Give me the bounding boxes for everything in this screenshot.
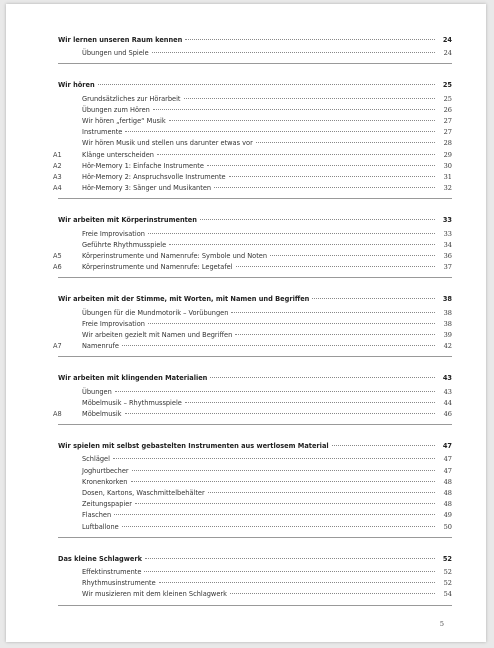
- toc-section-page: 25: [442, 81, 452, 90]
- section-divider: [58, 424, 452, 425]
- toc-entry: [58, 49, 452, 58]
- toc-item-title: Körperinstrumente und Namenrufe: Legetafel: [82, 263, 233, 272]
- toc-item-title: Wir hören „fertige“ Musik: [82, 117, 166, 125]
- toc-section-title: Wir spielen mit selbst gebastelten Instrumenten aus wertlosem Material: [58, 442, 329, 451]
- dot-leader: [169, 120, 435, 121]
- toc-section-page: 38: [442, 295, 452, 304]
- toc-item-page: 34: [443, 240, 452, 249]
- toc-section-page: 52: [442, 554, 452, 563]
- toc-item-title: Zeitungspapier: [82, 500, 132, 509]
- toc-section-heading: [58, 555, 452, 564]
- toc-entry: [58, 128, 452, 137]
- toc-item-title: Rhythmusinstrumente: [82, 579, 156, 588]
- dot-leader: [114, 514, 435, 515]
- toc-section-heading: [58, 295, 452, 304]
- dot-leader: [148, 233, 435, 234]
- toc-item-page: 48: [443, 477, 452, 486]
- dot-leader: [153, 109, 435, 110]
- toc-item-title: Wir arbeiten gezielt mit Namen und Begriffen: [82, 331, 233, 339]
- toc-entry: [58, 579, 452, 588]
- dot-leader: [169, 244, 435, 245]
- toc-item-number: A7: [53, 342, 62, 351]
- toc-item-page: 50: [443, 522, 452, 531]
- toc-item-title: Freie Improvisation: [82, 319, 145, 328]
- toc-entry: [53, 161, 452, 171]
- toc-item-title: Übungen für die Mundmotorik – Vorübungen: [82, 308, 229, 317]
- toc-item-title: Grundsätzliches zur Hörarbeit: [82, 94, 181, 103]
- toc-item-title: Wir hören Musik und stellen uns darunter etwas vor: [82, 139, 253, 148]
- toc-item-page: 37: [443, 263, 452, 272]
- toc-item-title: Übungen und Spiele: [82, 49, 149, 58]
- toc-item-page: 30: [443, 161, 452, 170]
- toc-item-page: 39: [443, 331, 452, 339]
- dot-leader: [157, 154, 435, 155]
- toc-item-title: Kronenkorken: [82, 477, 128, 486]
- toc-item-page: 28: [443, 139, 452, 148]
- toc-section-title: Wir arbeiten mit klingenden Materialien: [58, 374, 208, 383]
- toc-item-title: Geführte Rhythmusspiele: [82, 240, 167, 249]
- toc-item-page: 49: [443, 511, 452, 520]
- toc-section-page: 47: [442, 442, 452, 451]
- toc-item-title: Klänge unterscheiden: [82, 150, 154, 159]
- dot-leader: [125, 131, 435, 132]
- toc-item-number: A5: [53, 252, 62, 260]
- toc-item-title: Effektinstrumente: [82, 568, 142, 576]
- dot-leader: [184, 98, 435, 99]
- toc-section-title: Wir arbeiten mit der Stimme, mit Worten, mit Namen und Begriffen: [58, 295, 310, 304]
- toc-item-number: A6: [53, 263, 62, 272]
- toc-entry: [58, 523, 452, 532]
- toc-entry: [58, 106, 452, 115]
- dot-leader: [113, 458, 435, 459]
- toc-item-page: 52: [443, 568, 452, 576]
- toc-entry: [58, 309, 452, 318]
- toc-section-heading: [58, 216, 452, 225]
- dot-leader: [185, 402, 435, 403]
- dot-leader: [135, 503, 435, 504]
- toc-entry: [58, 139, 452, 148]
- toc-item-title: Möbelmusik – Rhythmusspiele: [82, 398, 182, 407]
- toc-section-title: Wir hören: [58, 81, 95, 90]
- toc-entry: [58, 241, 452, 250]
- toc-entry: [58, 455, 452, 464]
- toc-item-title: Möbelmusik: [82, 410, 122, 418]
- toc-item-title: Luftballone: [82, 522, 119, 531]
- toc-entry: [53, 184, 452, 193]
- toc-item-page: 27: [443, 117, 452, 125]
- toc-item-page: 32: [443, 184, 452, 193]
- dot-leader: [152, 52, 435, 53]
- toc-section-page: 43: [442, 374, 452, 383]
- toc-entry: [58, 117, 452, 126]
- toc-item-page: 38: [443, 319, 452, 328]
- toc-entry: [58, 489, 452, 498]
- dot-leader: [148, 323, 435, 324]
- section-divider: [58, 277, 452, 278]
- toc-item-page: 31: [443, 173, 452, 181]
- toc-section-title: Wir lernen unseren Raum kennen: [58, 36, 183, 44]
- dot-leader: [270, 255, 435, 256]
- dot-leader: [231, 312, 435, 313]
- toc-entry: [53, 410, 452, 419]
- toc-item-title: Instrumente: [82, 128, 123, 137]
- toc-item-page: 25: [443, 94, 452, 103]
- toc-item-title: Übungen: [82, 387, 112, 396]
- toc-entry: [53, 150, 452, 160]
- toc-entry: [58, 320, 452, 329]
- footer-page-number: 5: [439, 620, 444, 628]
- dot-leader: [144, 571, 435, 572]
- toc-item-title: Namenrufe: [82, 342, 119, 351]
- toc-item-page: 27: [443, 128, 452, 137]
- dot-leader: [145, 558, 435, 559]
- section-divider: [58, 198, 452, 199]
- section-divider: [58, 537, 452, 538]
- dot-leader: [115, 391, 435, 392]
- toc-item-page: 42: [443, 342, 452, 351]
- toc-item-page: 48: [443, 489, 452, 497]
- toc-item-page: 54: [443, 590, 452, 599]
- toc-item-title: Wir musizieren mit dem kleinen Schlagwerk: [82, 590, 227, 599]
- toc-entry: [58, 478, 452, 487]
- dot-leader: [207, 165, 435, 166]
- dot-leader: [229, 176, 435, 177]
- dot-leader: [230, 593, 435, 594]
- toc-item-page: 36: [443, 252, 452, 260]
- toc-entry: [58, 511, 452, 520]
- toc-item-page: 29: [443, 150, 452, 159]
- dot-leader: [200, 219, 435, 220]
- toc-item-page: 47: [443, 455, 452, 464]
- toc-item-page: 33: [443, 229, 452, 238]
- toc-entry: [53, 252, 452, 261]
- toc-item-page: 52: [443, 579, 452, 588]
- dot-leader: [214, 187, 435, 188]
- toc-section-heading: [58, 374, 452, 383]
- toc-entry: [53, 342, 452, 351]
- toc-item-title: Übungen zum Hören: [82, 105, 150, 114]
- toc-item-title: Hör-Memory 2: Anspruchsvolle Instrumente: [82, 173, 226, 181]
- toc-entry: [53, 263, 452, 272]
- toc-item-title: Hör-Memory 1: Einfache Instrumente: [82, 161, 204, 170]
- toc-entry: [58, 568, 452, 577]
- toc-section-page: 24: [442, 36, 452, 44]
- toc-item-title: Dosen, Kartons, Waschmittelbehälter: [82, 489, 205, 497]
- dot-leader: [235, 334, 435, 335]
- dot-leader: [132, 470, 435, 471]
- section-divider: [58, 63, 452, 64]
- dot-leader: [159, 582, 435, 583]
- toc-item-page: 47: [443, 466, 452, 475]
- toc-item-number: A8: [53, 410, 62, 418]
- section-divider: [58, 356, 452, 357]
- toc-section-heading: [58, 36, 452, 45]
- toc-item-number: A2: [53, 161, 62, 170]
- document-page: [6, 4, 486, 642]
- dot-leader: [236, 266, 435, 267]
- toc-item-number: A1: [53, 150, 62, 159]
- section-divider: [58, 605, 452, 606]
- toc-item-page: 24: [443, 49, 452, 58]
- toc-item-page: 38: [443, 308, 452, 317]
- dot-leader: [125, 413, 436, 414]
- toc-item-title: Schlägel: [82, 455, 110, 464]
- dot-leader: [131, 481, 436, 482]
- toc-section-title: Wir arbeiten mit Körperinstrumenten: [58, 216, 197, 225]
- toc-item-number: A3: [53, 173, 62, 181]
- dot-leader: [256, 142, 435, 143]
- toc-section-page: 33: [442, 216, 452, 225]
- toc-item-page: 26: [443, 105, 452, 114]
- toc-entry: [58, 388, 452, 397]
- toc-item-title: Hör-Memory 3: Sänger und Musikanten: [82, 184, 212, 193]
- toc-item-page: 48: [443, 500, 452, 509]
- toc-entry: [58, 230, 452, 239]
- toc-item-title: Joghurtbecher: [82, 466, 129, 475]
- dot-leader: [210, 377, 435, 378]
- toc-item-title: Freie Improvisation: [82, 229, 145, 238]
- toc-section-heading: [58, 81, 452, 90]
- toc-item-number: A4: [53, 184, 62, 193]
- toc-item-title: Flaschen: [82, 511, 112, 520]
- dot-leader: [185, 39, 435, 40]
- toc-entry: [58, 331, 452, 340]
- toc-item-page: 43: [443, 387, 452, 396]
- dot-leader: [332, 445, 435, 446]
- toc-entry: [58, 467, 452, 476]
- dot-leader: [122, 526, 435, 527]
- dot-leader: [312, 298, 435, 299]
- toc-entry: [53, 173, 452, 182]
- dot-leader: [208, 492, 435, 493]
- toc-entry: [58, 95, 452, 104]
- toc-section-title: Das kleine Schlagwerk: [58, 554, 142, 563]
- dot-leader: [122, 345, 435, 346]
- toc-entry: [58, 399, 452, 408]
- toc-item-page: 44: [443, 398, 452, 407]
- toc-item-title: Körperinstrumente und Namenrufe: Symbole und Noten: [82, 252, 268, 260]
- toc-item-page: 46: [443, 410, 452, 418]
- toc-entry: [58, 590, 452, 599]
- toc-entry: [58, 500, 452, 509]
- toc-section-heading: [58, 442, 452, 451]
- dot-leader: [98, 84, 435, 85]
